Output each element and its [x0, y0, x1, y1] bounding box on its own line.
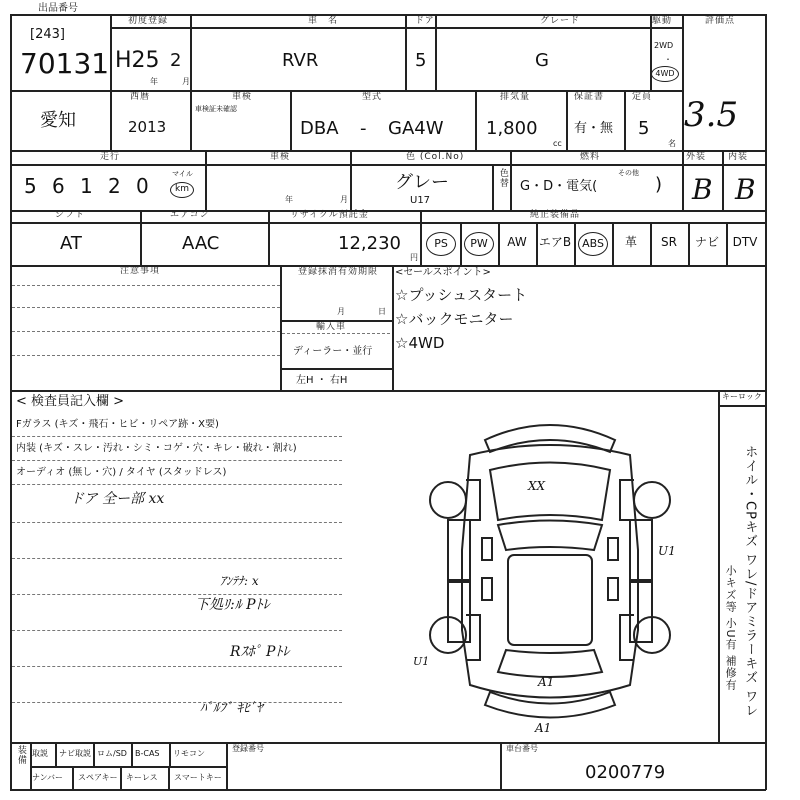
import-label: 輸入車	[316, 322, 347, 332]
note-door: ドア 全ー部 xx	[70, 491, 165, 507]
inspector-title: < 検査員記入欄 >	[16, 394, 125, 409]
chassis-number: 0200779	[585, 762, 666, 783]
footer-item: スペアキー	[78, 773, 118, 782]
footer-equip-label: 装備	[15, 745, 26, 765]
exhibit-label: 出品番号	[38, 3, 78, 14]
fuel-close: )	[655, 174, 663, 195]
mark-rear1: A1	[538, 675, 555, 689]
footer-divider	[169, 742, 171, 766]
equipment-item: ABS	[578, 232, 608, 256]
capacity-label: 定員	[632, 92, 653, 102]
sales-point: ☆4WD	[395, 334, 445, 352]
equipment-divider	[460, 222, 462, 265]
footer-item: スマートキー	[174, 773, 222, 782]
region: 愛知	[40, 110, 76, 131]
sales-label: <セールスポイント>	[395, 267, 491, 278]
capacity: 5	[638, 118, 650, 139]
aircon-label: エアコン	[170, 210, 210, 220]
car-name: RVR	[282, 50, 319, 71]
chassis-label: 車台番号	[506, 744, 538, 753]
color-label: 色 (Col.No)	[406, 152, 465, 162]
side-vertical-main: ホイル・CPキズ ワレ/ドアミラーキズ ワレ	[742, 445, 758, 718]
fuel-label: 燃料	[580, 152, 601, 162]
grade: G	[535, 50, 549, 71]
equipment-item: ナビ	[694, 235, 719, 249]
footer-item: リモコン	[173, 749, 205, 758]
footer-item: ナンバー	[32, 773, 64, 782]
reg-number-label: 登録番号	[232, 744, 264, 753]
caution-label: 注意事項	[120, 266, 161, 276]
equipment-item: AW	[507, 235, 527, 249]
equipment-item: PS	[426, 232, 456, 256]
recycle-label: リサイクル預託金	[290, 210, 369, 220]
footer-item: ナビ取説	[59, 749, 91, 758]
drive-2wd: 2WD	[654, 41, 674, 50]
exterior-grade: B	[692, 173, 713, 206]
reg-day-mark: 日	[378, 307, 386, 316]
bracket-code: [243]	[30, 27, 65, 42]
equipment-item: エアB	[538, 235, 572, 249]
note-underbody: 下処ﾘ:ﾙ Pﾄﾚ	[195, 597, 270, 613]
inspection-note: 車検証未確認	[195, 105, 237, 113]
footer-item: キーレス	[126, 773, 158, 782]
car-diagram	[420, 410, 680, 740]
first-reg-label: 初度登録	[128, 16, 169, 26]
footer-divider	[93, 742, 95, 766]
model-dash: -	[360, 118, 367, 139]
capacity-unit: 名	[668, 139, 676, 148]
note-rear-spoiler: Rｽﾎﾟ Pﾄﾚ	[230, 644, 290, 660]
footer-item: 取説	[32, 749, 48, 758]
note-antenna: ｱﾝﾃﾅ: x	[220, 574, 259, 588]
inspector-line1: Fガラス (キズ・飛石・ヒビ・リペア跡・X要)	[16, 419, 219, 430]
cc-unit: cc	[553, 139, 562, 148]
era: H25	[115, 48, 160, 73]
displacement-label: 排気量	[500, 92, 531, 102]
sales-point: ☆バックモニター	[395, 310, 514, 328]
equipment-item: DTV	[732, 235, 758, 249]
mile-unit: マイル	[172, 170, 193, 178]
mark-right: U1	[658, 544, 676, 558]
footer-item: ロム/SD	[97, 749, 127, 758]
mark-top: XX	[528, 479, 546, 493]
equipment-item: 革	[624, 235, 637, 249]
mileage-digit: 2	[108, 174, 121, 198]
color: グレー	[395, 172, 449, 193]
displacement: 1,800	[486, 118, 538, 139]
keylock-label: キーロック	[722, 392, 762, 401]
reg-month-mark: 月	[337, 307, 345, 316]
mileage-digit: 6	[52, 174, 65, 198]
lot-number: 70131	[20, 47, 110, 80]
reg-expiry-label: 登録抹消有効期限	[298, 267, 379, 277]
km-unit: km	[170, 182, 194, 198]
warranty-label: 保証書	[574, 92, 605, 102]
color-change-label: 色替	[497, 168, 508, 188]
mileage-digit: 0	[136, 174, 149, 198]
score: 3.5	[684, 95, 739, 135]
equipment-label: 純正装備品	[530, 210, 581, 220]
year-mark: 年	[150, 77, 158, 86]
footer-divider	[55, 742, 57, 766]
score-label: 評価点	[705, 16, 736, 26]
car-name-label: 車 名	[308, 16, 339, 26]
model-code: GA4W	[388, 118, 444, 139]
side-vertical-sub: 小キズ等 小U有 補修有	[724, 565, 738, 692]
mileage-digit: 5	[24, 174, 37, 198]
inspection-label: 車検	[232, 92, 253, 102]
vehicle-month-mark: 月	[340, 195, 348, 204]
inspector-line3: オーディオ (無し・穴) / タイヤ (スタッドレス)	[16, 467, 227, 478]
footer-divider	[168, 766, 170, 790]
dealer-option: ディーラー・並行	[293, 346, 373, 357]
footer-divider	[131, 742, 133, 766]
shift: AT	[60, 233, 82, 254]
drive-4wd: 4WD	[651, 66, 679, 82]
drive-label: 駆動	[652, 16, 673, 26]
footer-divider	[120, 766, 122, 790]
fuel: G・D・電気(	[520, 179, 598, 194]
interior-label: 内装	[728, 152, 749, 162]
vehicle-label: 車検	[270, 152, 291, 162]
fuel-other: その他	[618, 169, 639, 177]
mileage-label: 走行	[100, 152, 121, 162]
year-label: 西暦	[130, 92, 151, 102]
mark-left: U1	[413, 655, 430, 668]
doors: 5	[415, 50, 427, 71]
footer-item: B-CAS	[135, 749, 160, 758]
model-prefix: DBA	[300, 118, 339, 139]
mark-rear2: A1	[535, 721, 552, 735]
warranty: 有・無	[574, 121, 614, 136]
handle-side: 左H ・ 右H	[296, 375, 348, 386]
mileage-digit: 1	[80, 174, 93, 198]
equipment-item: PW	[464, 232, 494, 256]
model-label: 型式	[362, 92, 383, 102]
reg-month: 2	[170, 50, 182, 71]
month-mark: 月	[182, 77, 190, 86]
sales-point: ☆プッシュスタート	[395, 286, 528, 304]
interior-grade: B	[735, 173, 756, 206]
exterior-label: 外装	[686, 152, 707, 162]
equipment-item: SR	[661, 235, 677, 249]
equipment-divider	[574, 222, 576, 265]
vehicle-year-mark: 年	[285, 195, 293, 204]
recycle: 12,230	[338, 233, 401, 254]
color-code: U17	[410, 195, 431, 206]
note-valve: ﾊﾟﾙﾌﾞ ｷﾋﾞﾔ	[200, 701, 263, 716]
footer-divider	[72, 766, 74, 790]
auction-sheet: 出品番号 [243] 70131 初度登録 H25 2 年 月 車 名 RVR ドア 5 グレード G 駆動 2WD ・ 4WD 評価点 3.5 愛知 西暦 2013 車検 車検証未確認 型式 DBA - GA4W 排気量 1,800 cc 保証書 有・無 定員 5 名 走行 5 6 1 2 0 マイル km 車検 年 月 色 (Col.No) グレー U17 色替 燃料 G・D・電気( その他 ) 外装 内装 B B シフト エアコン リサイクル預託金 純正装備品 AT AAC 12,230 円 PS PW AW エアB ABS 革 SR ナビ DTV 注意事項 登録抹消有効期限 月 日 輸入車 ディーラー・並行 左H ・ 右H <セールスポイント> ☆プッシュスタート ☆バックモニター ☆4WD < 検査員記入欄 > Fガラス (キズ・飛石・ヒビ・リペア跡・X要) 内装 (キズ・スレ・汚れ・シミ・コゲ・穴・キレ・破れ・割れ) オーディオ (無し・穴) / タイヤ (スタッドレス) ドア 全ー部 xx ｱﾝﾃﾅ: x 下処ﾘ:ﾙ Pﾄﾚ Rｽﾎﾟ Pﾄﾚ ﾊﾟﾙﾌﾞ ｷﾋﾞﾔ XX U1 U1 A1 A1 キーロック ホイル・CPキズ ワレ/ドアミラーキズ ワレ 小キズ等 小U有 補修有 装備 取説 ナビ取説 ロム/SD B-CAS リモコン ナンバー スペアキー キーレス スマートキー 登録番号 車台番号 0200779	[0, 0, 800, 800]
grade-label: グレード	[540, 16, 581, 26]
shift-label: シフト	[55, 210, 86, 220]
year-western: 2013	[128, 118, 167, 136]
yen-unit: 円	[410, 253, 418, 262]
aircon: AAC	[182, 233, 220, 254]
doors-label: ドア	[415, 16, 435, 26]
inspector-line2: 内装 (キズ・スレ・汚れ・シミ・コゲ・穴・キレ・破れ・割れ)	[16, 443, 297, 454]
